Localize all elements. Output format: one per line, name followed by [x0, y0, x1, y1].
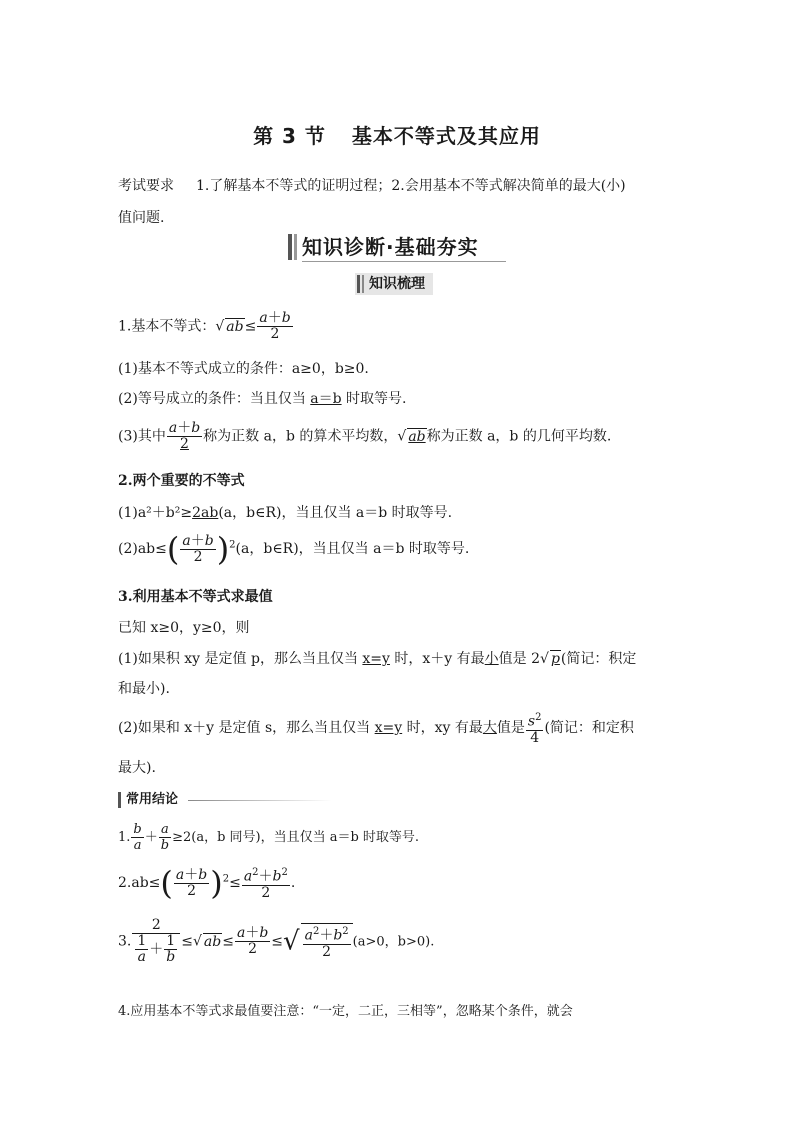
fraction: $\frac{b}{a}$: [133, 822, 142, 853]
s3-p2-answer: 大: [482, 719, 497, 736]
chapter-number: 第 3 节: [253, 124, 326, 148]
conclusion-3-text: 3.: [118, 933, 132, 950]
s3-p2-cont: 最大).: [118, 760, 156, 776]
banner-bar: [294, 234, 297, 260]
s3-p2-text: 值是: [496, 719, 525, 736]
s3-head: 3.利用基本不等式求最值: [118, 589, 273, 605]
section-banner: [288, 232, 506, 262]
fraction: $\frac{s^2}{4}$: [527, 712, 542, 746]
s3-p1-text: 值是 2: [498, 651, 541, 667]
s3-p1-text: (1)如果积 xy 是定值 p，那么当且仅当: [118, 651, 363, 667]
fraction: 2 $\frac{1}{a}$ ＋ $\frac{1}{b}$: [132, 918, 180, 965]
s1-p2-text: 时取等号.: [341, 391, 407, 407]
s3-p2-text: (2)如果和 x＋y 是定值 s，那么当且仅当: [118, 719, 375, 736]
s3-given: 已知 x≥0，y≥0，则: [118, 620, 250, 636]
subsection-bar: [362, 275, 364, 293]
s1-p3-text: 称为正数 a，b 的算术平均数，: [203, 428, 398, 445]
s3-p1-answer: x=y: [362, 651, 390, 667]
conclusion-1: 1. $\frac{b}{a}$ ＋ $\frac{a}{b}$ ≥2(a，b 同号)，当且仅当 a＝b 时取等号.: [118, 822, 420, 853]
s2-p2: (2)ab≤( $\frac{a+b}{2}$ )$^2$(a，b∈R)，当且仅当 a＝b 时取等号.: [118, 530, 470, 568]
s3-p2-answer: x=y: [374, 719, 403, 736]
s1-p2-answer: a＝b: [310, 391, 342, 407]
fraction: $\frac{a}{b}$: [160, 822, 170, 853]
s3-p1-cont: 和最小).: [118, 681, 170, 697]
common-bar: [118, 792, 121, 808]
s2-p1-text: (1)a²＋b²≥: [118, 505, 193, 521]
conclusion-3-cond: (a>0，b>0).: [352, 934, 435, 950]
s3-p1-text: 时，x＋y 有最: [389, 651, 485, 667]
s3-p2: [118, 710, 634, 746]
s2-p2-text: (2)ab≤: [118, 541, 167, 557]
fraction: $\frac{a+b}{2}$: [168, 420, 201, 452]
requirement-line1: 1.了解基本不等式的证明过程；2.会用基本不等式解决简单的最大(小): [196, 178, 626, 194]
conclusion-3: 3. 2 $\frac{1}{a}$ ＋ $\frac{1}{b}$ ≤√ ab≤ $\frac{a+b}{2}$ ≤√ $\frac{a^2+b^2}{2}$ (a>0，b>0).: [118, 917, 435, 965]
page-title: [0, 120, 794, 149]
banner-title: 知识诊断·基础夯实: [302, 235, 479, 259]
s2-head: 2.两个重要的不等式: [118, 473, 245, 489]
conclusion-1-text: ≥2(a，b 同号)，当且仅当 a＝b 时取等号.: [172, 830, 420, 845]
s1-p2-text: (2)等号成立的条件：当且仅当: [118, 391, 311, 407]
s2-p1: [118, 502, 452, 522]
s3-p2-text: 时，xy 有最: [402, 719, 483, 736]
s2-p1-text: (a，b∈R)，当且仅当 a＝b 时取等号.: [218, 505, 453, 521]
fraction: $\frac{a+b}{2}$: [175, 866, 208, 899]
subsection-bar: [357, 275, 360, 293]
requirement-line2: 值问题.: [118, 210, 165, 226]
s2-p1-answer: 2ab: [192, 505, 219, 521]
s1-p3: (3)其中 $\frac{a+b}{2}$ 称为正数 a，b 的算术平均数，√ ab称为正数 a，b 的几何平均数.: [118, 420, 612, 452]
fraction: $\frac{a+b}{2}$: [182, 532, 214, 565]
s1-p3-text: 称为正数 a，b 的几何平均数.: [426, 428, 612, 445]
common-conclusions-label: [118, 789, 332, 811]
common-label-text: 常用结论: [126, 792, 179, 807]
fraction: $\frac{a^2+b^2}{2}$: [243, 867, 288, 901]
s3-p1-answer: 小: [484, 651, 499, 667]
fraction: $\frac{a+b}{2}$: [259, 310, 291, 342]
subsection-text: 知识梳理: [369, 276, 425, 292]
banner-underline: [302, 261, 506, 262]
exam-requirement: [118, 170, 678, 234]
fraction: $\frac{a+b}{2}$: [236, 925, 269, 957]
conclusion-2: 2.ab≤( $\frac{a+b}{2}$ )$^2$≤ $\frac{a^2+b^2}{2}$ .: [118, 864, 296, 902]
conclusion-4: 4.应用基本不等式求最值要注意：“一定，二正，三相等”，忽略某个条件，就会: [118, 1004, 573, 1019]
s1-p3-text: (3)其中: [118, 428, 166, 445]
chapter-name: 基本不等式及其应用: [351, 124, 541, 148]
common-line: [188, 800, 332, 801]
conclusion-2-text: 2.ab≤: [118, 875, 161, 891]
s1-p2: [118, 388, 407, 408]
s1-head-text: 1.基本不等式：: [118, 318, 216, 335]
s3-p1-text: (简记：积定: [560, 651, 637, 667]
s1-head: 1.基本不等式：√ ab≤ $\frac{a+b}{2}$: [118, 310, 291, 342]
requirement-label: 考试要求: [118, 178, 174, 194]
banner-bar: [288, 234, 292, 260]
s1-p1: (1)基本不等式成立的条件：a≥0，b≥0.: [118, 361, 369, 377]
s3-p1: (1)如果积 xy 是定值 p，那么当且仅当 x=y 时，x＋y 有最小值是 2√ p(简记：积定: [118, 651, 637, 667]
s2-p2-text: (a，b∈R)，当且仅当 a＝b 时取等号.: [235, 541, 470, 557]
s3-p2-text: (简记：和定积: [544, 719, 634, 736]
subsection-label: [355, 273, 433, 295]
